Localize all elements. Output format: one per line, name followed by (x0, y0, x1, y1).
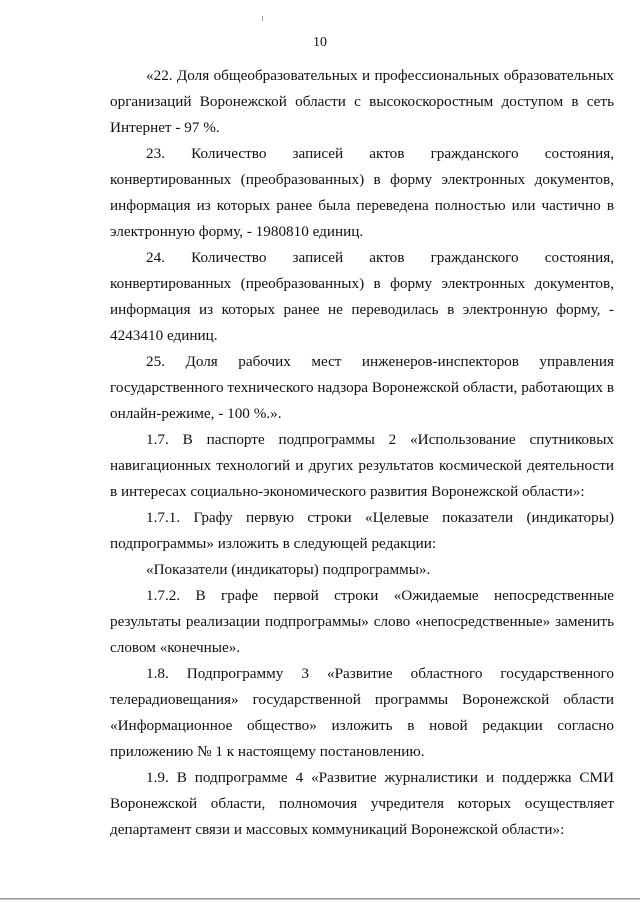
paragraph-clause-1-7-2: 1.7.2. В графе первой строки «Ожидаемые непосредственные результаты реализации подпрограммы» слово «непосредственные» заменить словом «конечные». (110, 587, 614, 656)
scan-edge-line (0, 898, 640, 900)
paragraph-item-25: 25. Доля рабочих мест инженеров-инспекторов управления государственного технического надзора Воронежской области, работающих в онлайн-режиме, - 100 %.». (110, 353, 614, 422)
paragraph-clause-1-7: 1.7. В паспорте подпрограммы 2 «Использование спутниковых навигационных технологий и других результатов космической деятельности в интересах социально-экономического развития Воронежской области»: (110, 431, 614, 500)
paragraph-item-23: 23. Количество записей актов гражданского состояния, конвертированных (преобразованных) в форму электронных документов, информация из которых ранее была переведена полностью или частично в электронную форму, - 1980810 единиц. (110, 145, 614, 240)
scan-artifact (262, 16, 263, 21)
document-body (110, 63, 614, 843)
paragraph-quote: «Показатели (индикаторы) подпрограммы». (146, 561, 431, 578)
page-number: 10 (313, 35, 327, 50)
paragraph-clause-1-9: 1.9. В подпрограмме 4 «Развитие журналистики и поддержка СМИ Воронежской области, полномочия учредителя которых осуществляет департамент связи и массовых коммуникаций Воронежской области»: (110, 769, 614, 838)
paragraph-clause-1-8: 1.8. Подпрограмму 3 «Развитие областного государственного телерадиовещания» государственной программы Воронежской области «Информационное общество» изложить в новой редакции согласно приложению № 1 к настоящему постановлению. (110, 665, 614, 760)
paragraph-clause-1-7-1: 1.7.1. Графу первую строки «Целевые показатели (индикаторы) подпрограммы» изложить в следующей редакции: (110, 509, 614, 552)
paragraph-item-22: «22. Доля общеобразовательных и профессиональных образовательных организаций Воронежской области с высокоскоростным доступом в сеть Интернет - 97 %. (110, 67, 614, 136)
paragraph-item-24: 24. Количество записей актов гражданского состояния, конвертированных (преобразованных) в форму электронных документов, информация из которых ранее не переводилась в электронную форму, - 4243410 единиц. (110, 249, 614, 344)
